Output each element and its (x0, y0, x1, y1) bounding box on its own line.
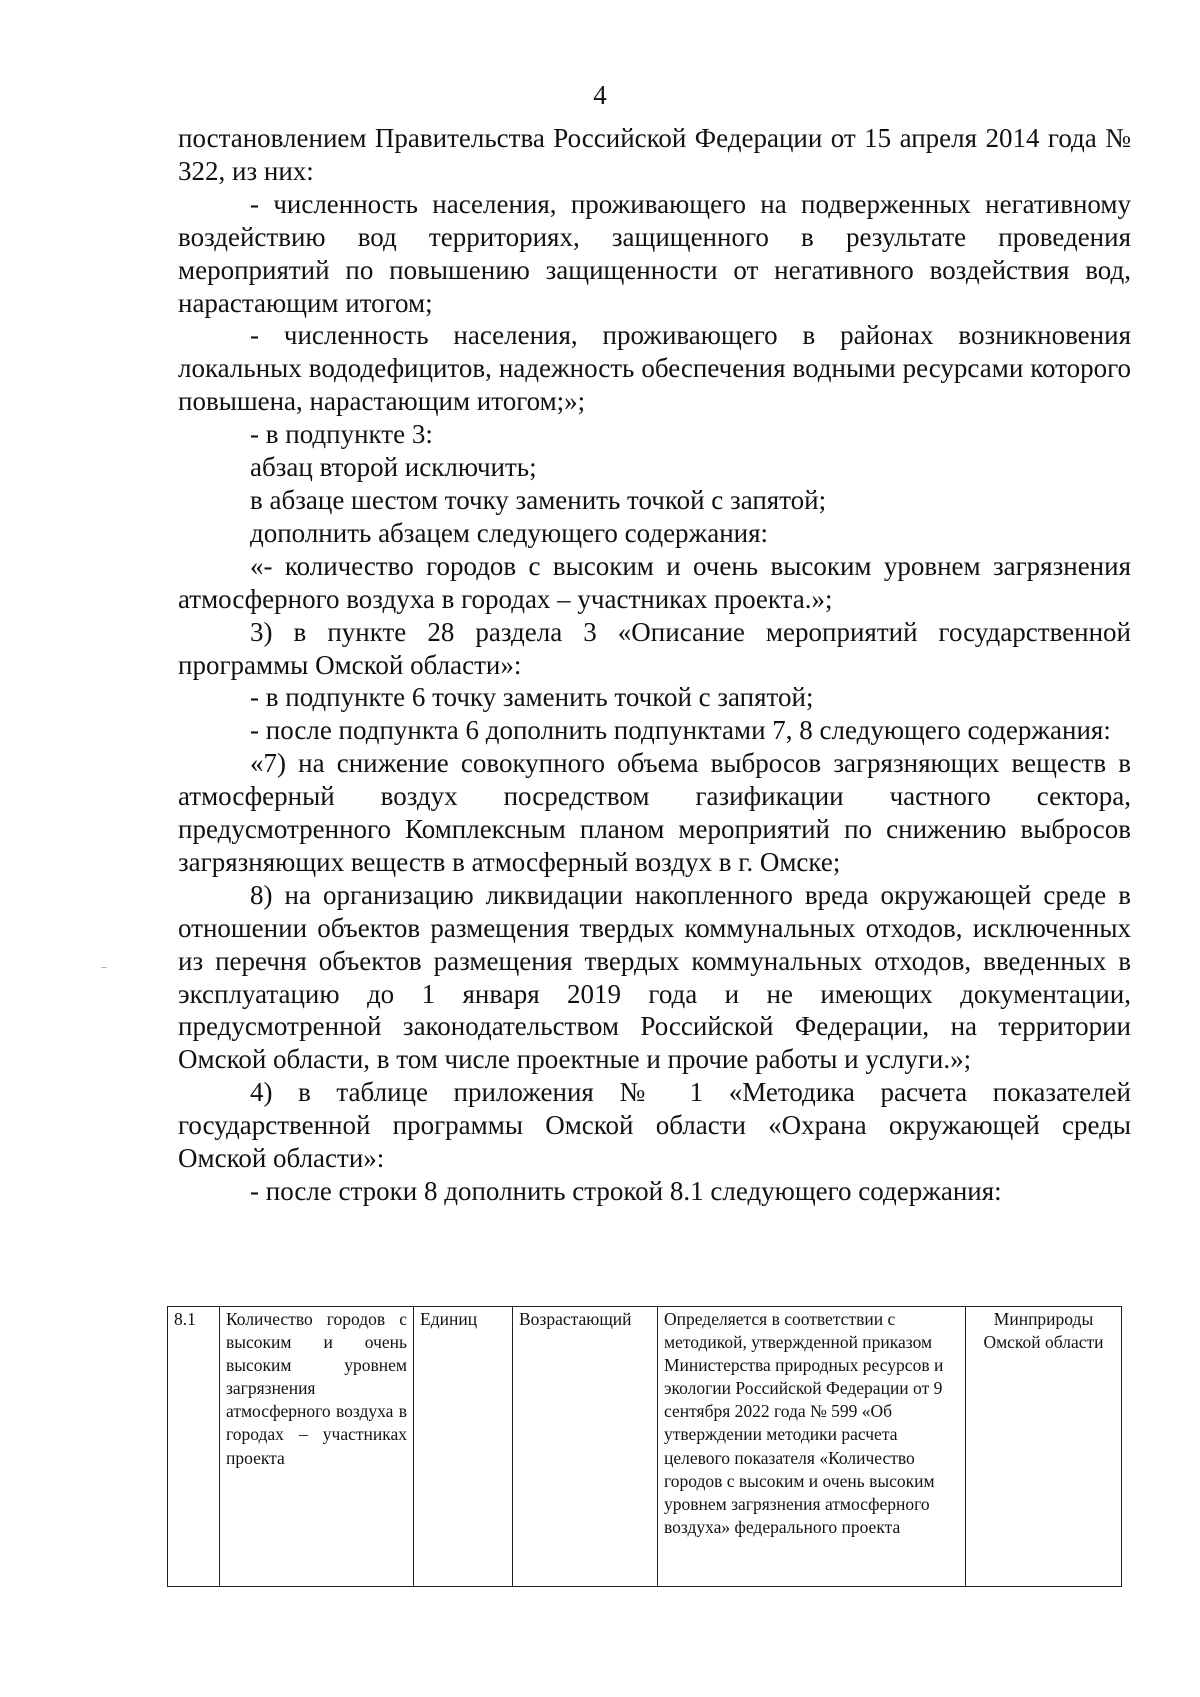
direction-cell: Возрастающий (513, 1307, 658, 1587)
responsible-cell: Минприроды Омской области (966, 1307, 1122, 1587)
paragraph: 8) на организацию ликвидации накопленного вреда окружающей среде в отношении объектов размещения твердых коммунальных отходов, исключенных из перечня объектов размещения твердых коммунальных отходов, введенных в эксплуатацию до 1 января 2019 года и не имеющих документации, предусмотренной законодательством Российской Федерации, на территории Омской области, в том числе проектные и прочие работы и услуги.»; (178, 879, 1131, 1075)
unit-cell: Единиц (414, 1307, 513, 1587)
paragraph: дополнить абзацем следующего содержания: (250, 517, 769, 548)
indicator-name-cell: Количество городов с высоким и очень высоким уровнем загрязнения атмосферного воздуха в городах – участниках проекта (220, 1307, 414, 1587)
paragraph: - численность населения, проживающего на подверженных негативному воздействию вод территориях, защищенного в результате проведения мероприятий по повышению защищенности от негативного воздействия вод, нарастающим итогом; (178, 188, 1131, 318)
paragraph: - в подпункте 3: (250, 419, 433, 450)
paragraph: - в подпункте 6 точку заменить точкой с запятой; (250, 682, 814, 713)
page-number: 4 (593, 80, 607, 110)
paragraph: 4) в таблице приложения № 1 «Методика расчета показателей государственной программы Омской области «Охрана окружающей среды Омской области»: (178, 1077, 1131, 1174)
document-body (178, 122, 1131, 1208)
paragraph: постановлением Правительства Российской Федерации от 15 апреля 2014 года № 322, из них: (178, 123, 1131, 186)
indicator-table (167, 1306, 1122, 1587)
paragraph: абзац второй исключить; (250, 452, 537, 483)
paragraph: - численность населения, проживающего в районах возникновения локальных вододефицитов, надежность обеспечения водными ресурсами которого повышена, нарастающим итогом;»; (178, 320, 1131, 417)
table-row (168, 1307, 1122, 1587)
paragraph: - после строки 8 дополнить строкой 8.1 следующего содержания: (250, 1176, 1002, 1206)
paragraph: «7) на снижение совокупного объема выбросов загрязняющих веществ в атмосферный воздух посредством газификации частного сектора, предусмотренного Комплексным планом мероприятий по снижению выбросов загрязняющих веществ в атмосферный воздух в г. Омске; (178, 748, 1131, 877)
row-number-cell: 8.1 (168, 1307, 220, 1587)
paragraph: - после подпункта 6 дополнить подпунктами 7, 8 следующего содержания: (250, 715, 1111, 746)
scan-artifact (101, 967, 107, 968)
paragraph: в абзаце шестом точку заменить точкой с запятой; (250, 484, 827, 515)
paragraph: 3) в пункте 28 раздела 3 «Описание мероприятий государственной программы Омской области»: (178, 616, 1131, 680)
paragraph: «- количество городов с высоким и очень высоким уровнем загрязнения атмосферного воздуха в городах – участниках проекта.»; (178, 550, 1131, 614)
methodology-cell: Определяется в соответствии с методикой, утвержденной приказом Министерства природных ресурсов и экологии Российской Федерации от 9 сентября 2022 года № 599 «Об утверждении методики расчета целевого показателя «Количество городов с высоким и очень высоким уровнем загрязнения атмосферного воздуха» федерального проекта (658, 1307, 966, 1587)
